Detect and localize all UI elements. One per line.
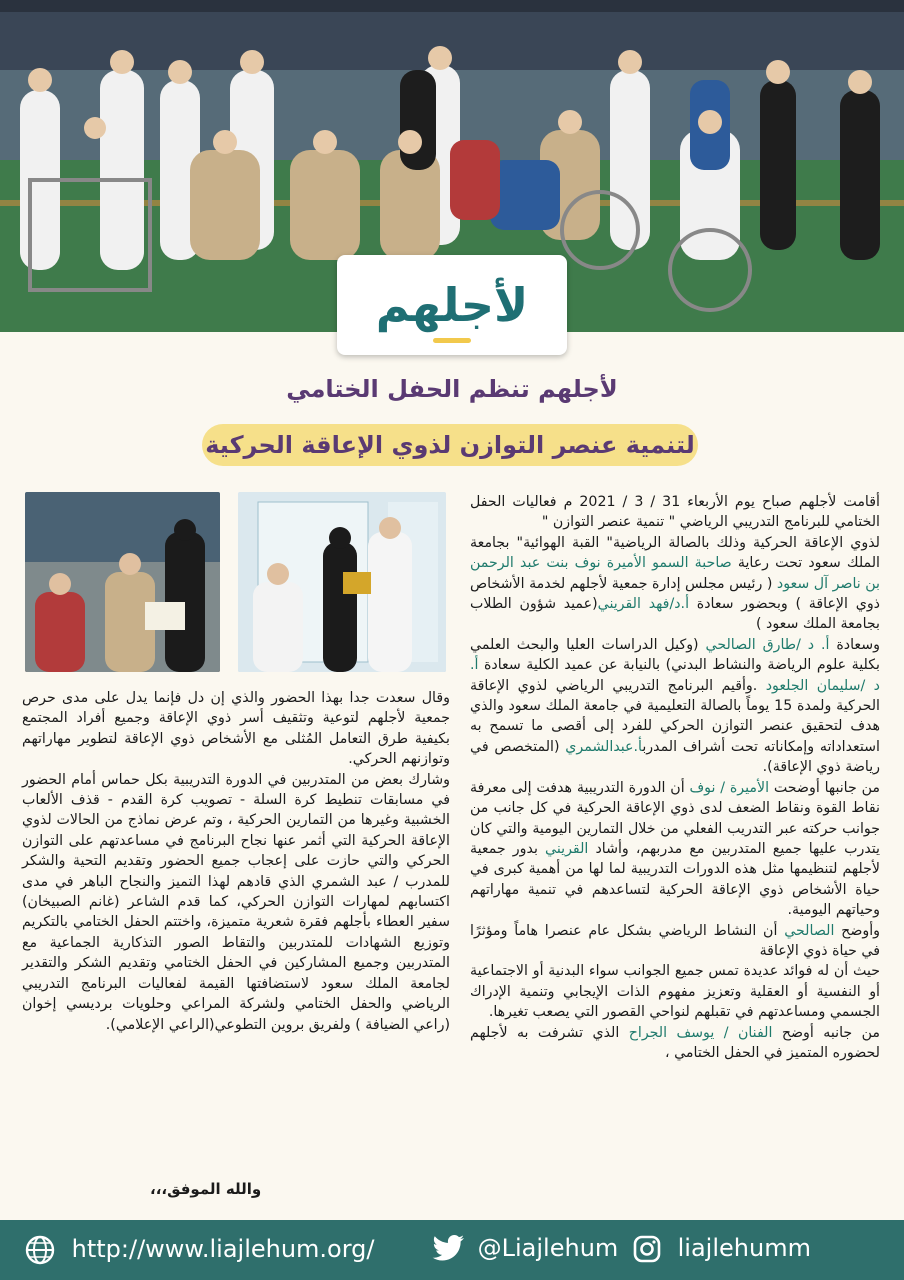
highlight-name: الفنان / يوسف الجراح — [628, 1024, 773, 1041]
footer-instagram[interactable] — [632, 1234, 811, 1264]
text-segment: أن الدورة التدريبية هدفت إلى معرفة نقاط القوة ونقاط الضعف لدى ذوي الإعاقة الحركية في كل جانب من جوانب حركته عبر التدريب الفعلي من خلال التمارين اليومية والتي كان يتدرب عليها جميع المتدربين مع مدربهم، وأشاد — [470, 779, 880, 857]
text-segment: بدور جمعية لأجلهم لتنظيمها مثل هذه الدورات التدريبية لما لها من أهمية كبرى في حياة الأشخاص ذوي الإعاقة الحركية لتساعدهم في تنمية مهاراتهم وحياتهم اليومية. — [470, 840, 880, 919]
footer-website[interactable] — [24, 1234, 375, 1266]
highlight-name: الصالحي — [784, 922, 835, 939]
paragraph-benefits: حيث أن له فوائد عديدة تمس جميع الجوانب سواء البدنية أو الاجتماعية أو النفسية أو العقلية وتعزيز مفهوم الذات الإيجابي وتنمية الإدراك الجسمي ومساعدتهم في تقبلهم لنواحي القصور التي يصعب تغيرها. — [470, 963, 880, 1021]
footer-bar — [0, 1220, 904, 1280]
highlight-name: القريني — [545, 840, 589, 857]
text-segment: من جانبه أوضح — [772, 1024, 880, 1041]
text-segment: وسعادة — [829, 636, 881, 653]
highlight-name: أ. د /سليمان الجلعود — [470, 657, 881, 694]
text-segment: وأوضح — [834, 922, 881, 939]
photo-trainees-certificate — [25, 492, 220, 672]
footer-twitter[interactable] — [432, 1234, 618, 1264]
highlight-name: أ.د/فهد القريني — [597, 596, 690, 613]
paragraph-attendance — [470, 635, 880, 778]
article-right-column — [470, 492, 880, 1063]
headline-line1: لأجلهم تنظم الحفل الختامي — [286, 375, 618, 403]
highlight-name: الأميرة / نوف — [689, 779, 770, 796]
text-segment: أن النشاط الرياضي بشكل عام عنصرا هاماً ومؤثرًا في حياة ذوي الإعاقة — [470, 922, 880, 959]
headline-line2: لتنمية عنصر التوازن لذوي الإعاقة الحركية — [202, 424, 698, 466]
text-segment: لذوي الإعاقة الحركية وذلك بالصالة الرياضية" القبة الهوائية" بجامعة الملك سعود تحت رعاية — [470, 534, 880, 572]
text-segment: .وأقيم البرنامج التدريبي الرياضي لذوي الإعاقة الحركية ولمدة 15 يوماً بالصالة التعليمية في جامعة الملك سعود والذي هدف لتحقيق عنصر التوازن الحركي للفرد إلى أقصى ما تسمح به استعداداته وإمكاناته تحت أشراف المدرب — [470, 677, 880, 755]
logo-accent-bar — [433, 338, 471, 343]
text-segment: من جانبها أوضحت — [769, 779, 880, 796]
website-url: http://www.liajlehum.org/ — [71, 1235, 375, 1263]
photo-award-illustration — [238, 492, 446, 672]
twitter-handle: @Liajlehum — [477, 1234, 619, 1262]
photo-trainees-illustration — [25, 492, 220, 672]
text-segment: (عميد شؤون الطلاب بجامعة الملك سعود ) — [470, 596, 880, 633]
highlight-name: صاحبة السمو الأميرة نوف بنت عبد الرحمن بن ناصر آل سعود — [470, 555, 880, 592]
paragraph-artist — [470, 1023, 880, 1064]
paragraph-activities: وشارك بعض من المتدربين في الدورة التدريبية بكل حماس أمام الحضور في مسابقات تنطيط كرة السلة - تصويب كرة القدم - قذف الألعاب الخشبية وغيرها من التمارين الحركية ، وتم عرض نماذج من الحالات لذوي الإعاقة الحركية التي أثمر عنها نجاح البرنامج في مساعدتهم على التوازن الحركي والتي حازت على إعجاب جميع الحضور وتقديم التحية والشكر للمدرب / عبد الشمري الذي قادهم لهذا التميز والنجاح الباهر في مدى اكتسابهم لمهارات التوازن الحركي، كما قدم الشاعر (غانم الصبيخان) سفير العطاء بأجلهم فقرة شعرية متميزة، واختتم الحفل الختامي بالتكريم وتوزيع الشهادات للمتدربين والتقاط الصور التذكارية الجماعية مع المتدربين وجميع المشاركين في الحفل الختامي وتقديم الشكر والتقدير لجامعة الملك سعود لاستضافتها القيمة لفعاليات البرنامج التدريبي الرياضي والحفل الختامي ولشركة المراعي وحلويات برديسي إخوان (راعي الضيافة ) ولفريق بروين التطوعي(الراعي الإعلامي). — [22, 771, 450, 1033]
paragraph-quote: وقال سعدت جدا بهذا الحضور والذي إن دل فإنما يدل على مدى حرص جمعية لأجلهم لتوعية وتثقيف أسر ذوي الإعاقة وجميع أفراد المجتمع بكيفية طرق التعامل المُثلى مع الأشخاص ذوي الإعاقة لتطوير مهاراتهم وتوازنهم الحركي. — [22, 690, 450, 768]
paragraph-patronage — [470, 533, 880, 635]
instagram-icon — [632, 1234, 662, 1264]
text-segment: (وكيل الدراسات العليا والبحث العلمي بكلية علوم الرياضة والنشاط البدني) بالنيابة عن عميد الكلية سعادة — [470, 636, 880, 674]
instagram-handle: liajlehumm — [677, 1234, 811, 1262]
text-segment: الذي تشرفت به لأجلهم لحضوره المتميز في الحفل الختامي ، — [470, 1024, 880, 1061]
text-segment: ( رئيس مجلس إدارة جمعية لأجلهم لخدمة الأشخاص ذوي الإعاقة ) وبحضور سعادة — [470, 575, 880, 613]
globe-icon — [24, 1234, 56, 1266]
organization-logo — [337, 255, 567, 355]
logo-text: لأجلهم — [375, 278, 529, 332]
highlight-name: أ. د /طارق الصالحي — [705, 636, 830, 653]
twitter-icon — [432, 1234, 466, 1264]
closing-line: والله الموفق،،، — [150, 1180, 262, 1198]
photo-award-presentation — [238, 492, 446, 672]
article-left-column — [22, 688, 450, 1035]
paragraph-princess-statement — [470, 778, 880, 921]
text-segment: (المتخصص في رياضة ذوي الإعاقة). — [470, 738, 880, 776]
highlight-name: أ.عبدالشمري — [565, 738, 643, 755]
paragraph-salhi-statement — [470, 921, 880, 962]
paragraph-intro: أقامت لأجلهم صباح يوم الأربعاء 31 / 3 / 2021 م فعاليات الحفل الختامي للبرنامج التدريبي الرياضي " تنمية عنصر التوازن " — [470, 494, 880, 531]
